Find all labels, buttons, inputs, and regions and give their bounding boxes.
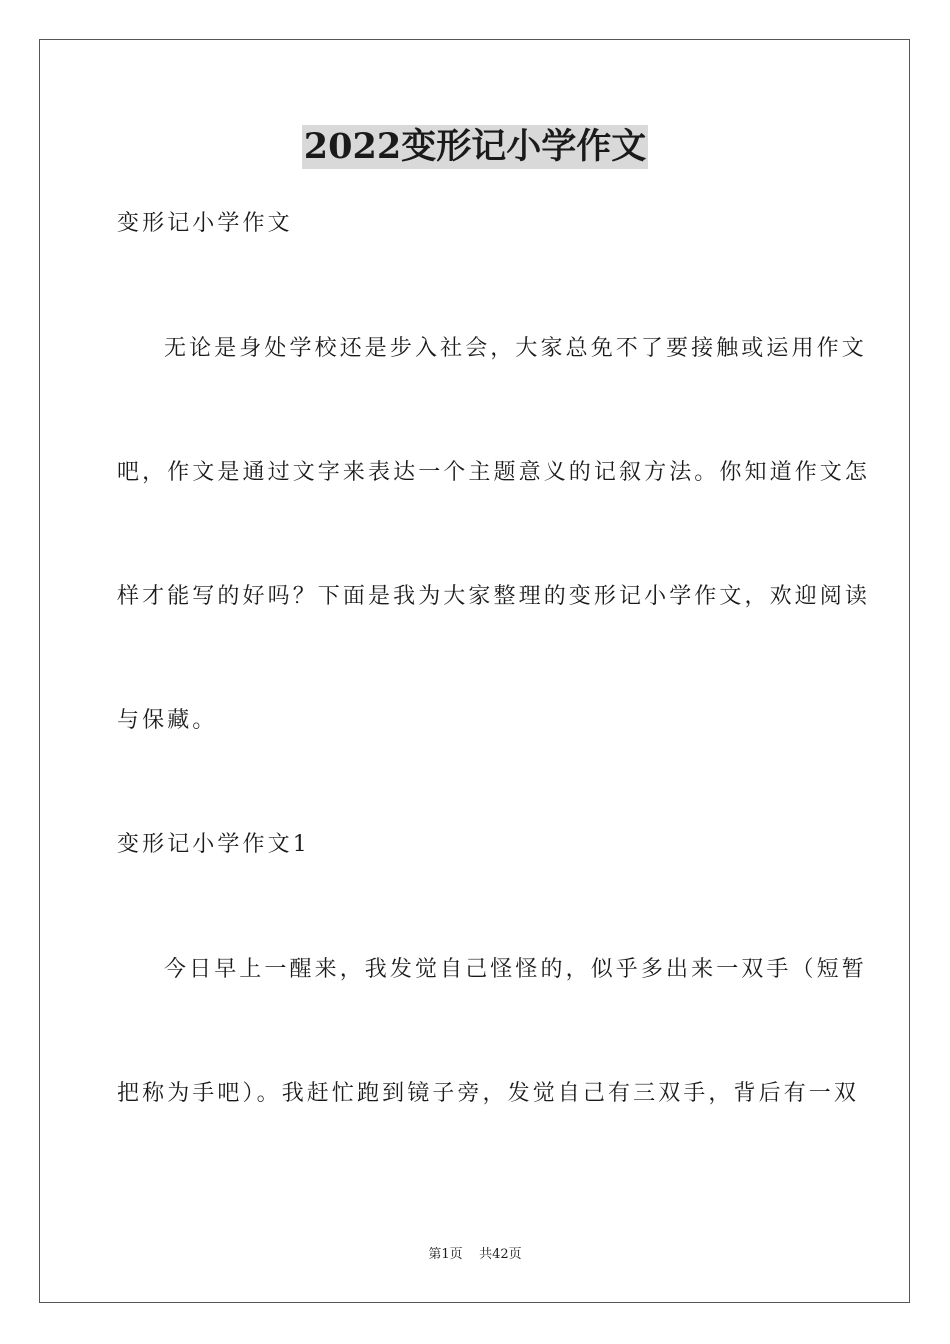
paragraph-line: 把称为手吧）。我赶忙跑到镜子旁，发觉自己有三双手，背后有一双 (117, 1081, 860, 1106)
paragraph-line: 今日早上一醒来，我发觉自己怪怪的，似乎多出来一双手（短暂 (164, 957, 867, 982)
page-footer (0, 1246, 950, 1264)
paragraph-line: 吧，作文是通过文字来表达一个主题意义的记叙方法。你知道作文怎 (117, 460, 871, 485)
total-pages: 共42页 (479, 1247, 522, 1262)
document-title: 2022变形记小学作文 (303, 126, 647, 167)
document-subtitle: 变形记小学作文 (117, 211, 293, 236)
paragraph-line: 与保藏。 (117, 708, 218, 733)
title-container (0, 125, 950, 169)
section-heading: 变形记小学作文1 (117, 832, 310, 857)
paragraph-line: 无论是身处学校还是步入社会，大家总免不了要接触或运用作文 (164, 336, 867, 361)
page-number: 第1页 (428, 1247, 463, 1262)
paragraph-line: 样才能写的好吗？下面是我为大家整理的变形记小学作文，欢迎阅读 (117, 584, 871, 609)
